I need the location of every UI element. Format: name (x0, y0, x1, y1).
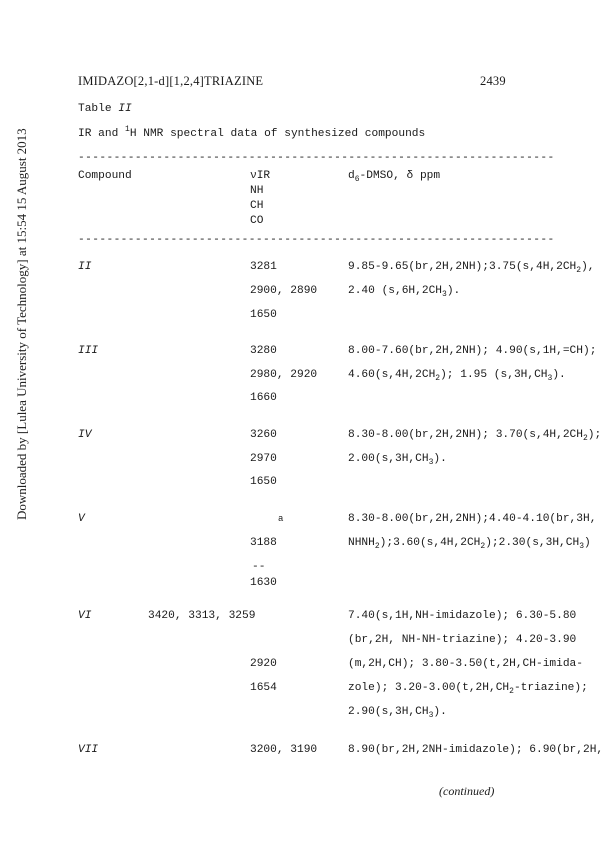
nmr-text: ) (584, 537, 591, 549)
nmr-sub: 3 (428, 711, 434, 720)
header-ir-co: CO (250, 215, 264, 227)
nmr-VI-line3: (m,2H,CH); 3.80-3.50(t,2H,CH-imida- (348, 658, 583, 670)
header-nmr (348, 170, 440, 182)
table-label (78, 103, 132, 115)
nmr-II-line1 (348, 261, 595, 273)
nmr-V-line1: 8.30-8.00(br,2H,2NH);4.40-4.10(br,3H, (348, 513, 597, 525)
table-label-numeral: II (118, 103, 132, 115)
nmr-VI-line4 (348, 682, 588, 694)
header-nmr-sub: 6 (354, 175, 360, 184)
nmr-VI-line5 (348, 706, 447, 718)
ir-VI-ch: 2920 (250, 658, 277, 670)
nmr-text: 2.00(s,3H,CH (348, 453, 429, 465)
header-nmr-post: -DMSO, δ ppm (359, 170, 441, 182)
header-ir-nh: NH (250, 185, 264, 197)
nmr-text: ). (552, 369, 566, 381)
nmr-text: 4.60(s,4H,2CH (348, 369, 436, 381)
compound-V: V (78, 513, 85, 525)
compound-III: III (78, 345, 99, 357)
caption-pre: IR and (78, 128, 125, 140)
ir-IV-ch: 2970 (250, 453, 277, 465)
ir-II-ch: 2900, 2890 (250, 285, 318, 297)
ir-V-co: 1630 (250, 577, 277, 589)
nmr-text: 2.90(s,3H,CH (348, 706, 429, 718)
running-head-title: IMIDAZO[2,1-d][1,2,4]TRIAZINE (78, 74, 264, 88)
ir-IV-co: 1650 (250, 476, 277, 488)
nmr-text: -triazine); (513, 682, 588, 694)
nmr-III-line2 (348, 369, 566, 381)
nmr-text: );2.30(s,3H,CH (485, 537, 580, 549)
ir-VI-nh: 3420, 3313, 3259 (148, 610, 256, 622)
nmr-VI-line2: (br,2H, NH-NH-triazine); 4.20-3.90 (348, 634, 577, 646)
ir-IV-nh: 3260 (250, 429, 277, 441)
ir-V-nh: 3188 (250, 537, 277, 549)
nmr-text: ). (433, 453, 447, 465)
nmr-text: 9.85-9.65(br,2H,2NH);3.75(s,4H,2CH (348, 261, 577, 273)
header-ir-ch: CH (250, 200, 264, 212)
ir-II-co: 1650 (250, 309, 277, 321)
ir-III-co: 1660 (250, 392, 277, 404)
header-nmr-pre: d (348, 170, 355, 182)
ir-III-ch: 2980, 2920 (250, 369, 318, 381)
ir-V-ch: -- (252, 561, 266, 573)
nmr-text: ), (581, 261, 595, 273)
compound-VII: VII (78, 744, 99, 756)
nmr-sub: 3 (442, 290, 447, 299)
nmr-sub: 3 (547, 374, 553, 383)
compound-II: II (78, 261, 92, 273)
nmr-text: ). (446, 285, 461, 297)
caption-post: H NMR spectral data of synthesized compounds (129, 128, 426, 140)
ir-VII-nh: 3200, 3190 (250, 744, 318, 756)
download-sidebar: Downloaded by [Lulea University of Technology] at 15:54 15 August 2013 (14, 128, 29, 520)
nmr-III-line1: 8.00-7.60(br,2H,2NH); 4.90(s,1H,=CH); (348, 345, 597, 357)
header-ir-label: νIR (250, 170, 271, 182)
nmr-text: ). (433, 706, 447, 718)
nmr-sub: 2 (480, 542, 486, 551)
continued-note: (continued) (439, 784, 495, 798)
nmr-sub: 2 (582, 434, 588, 443)
nmr-sub: 3 (579, 542, 585, 551)
nmr-text: 8.30-8.00(br,2H,2NH); 3.70(s,4H,2CH (348, 429, 583, 441)
caption-sup: 1 (125, 125, 130, 134)
ir-VI-co: 1654 (250, 682, 277, 694)
nmr-sub: 3 (428, 458, 434, 467)
page-number: 2439 (480, 74, 506, 88)
nmr-VI-line1: 7.40(s,1H,NH-imidazole); 6.30-5.80 (348, 610, 577, 622)
ir-III-nh: 3280 (250, 345, 277, 357)
header-rule: ------------------------------------------------------------------- (78, 234, 555, 246)
ir-V-note: a (278, 514, 284, 524)
nmr-text: ); (587, 429, 602, 441)
compound-IV: IV (78, 429, 92, 441)
table-caption (78, 125, 426, 140)
ir-II-nh: 3281 (250, 261, 277, 273)
nmr-sub: 2 (374, 542, 380, 551)
nmr-text: ); 1.95 (s,3H,CH (440, 369, 548, 381)
nmr-text: NHNH (348, 537, 375, 549)
nmr-sub: 2 (576, 266, 582, 275)
header-compound: Compound (78, 170, 132, 182)
top-rule: ------------------------------------------------------------------- (78, 152, 555, 164)
nmr-IV-line2 (348, 453, 447, 465)
nmr-text: );3.60(s,4H,2CH (379, 537, 481, 549)
table-label-word: Table (78, 103, 112, 115)
compound-VI: VI (78, 610, 92, 622)
nmr-text: 2.40 (s,6H,2CH (348, 285, 442, 297)
nmr-sub: 2 (435, 374, 441, 383)
nmr-IV-line1 (348, 429, 601, 441)
nmr-sub: 2 (509, 687, 514, 696)
nmr-II-line2 (348, 285, 460, 297)
nmr-V-line2 (348, 537, 591, 549)
nmr-VII-line1: 8.90(br,2H,2NH-imidazole); 6.90(br,2H, (348, 744, 603, 756)
nmr-text: zole); 3.20-3.00(t,2H,CH (348, 682, 510, 694)
